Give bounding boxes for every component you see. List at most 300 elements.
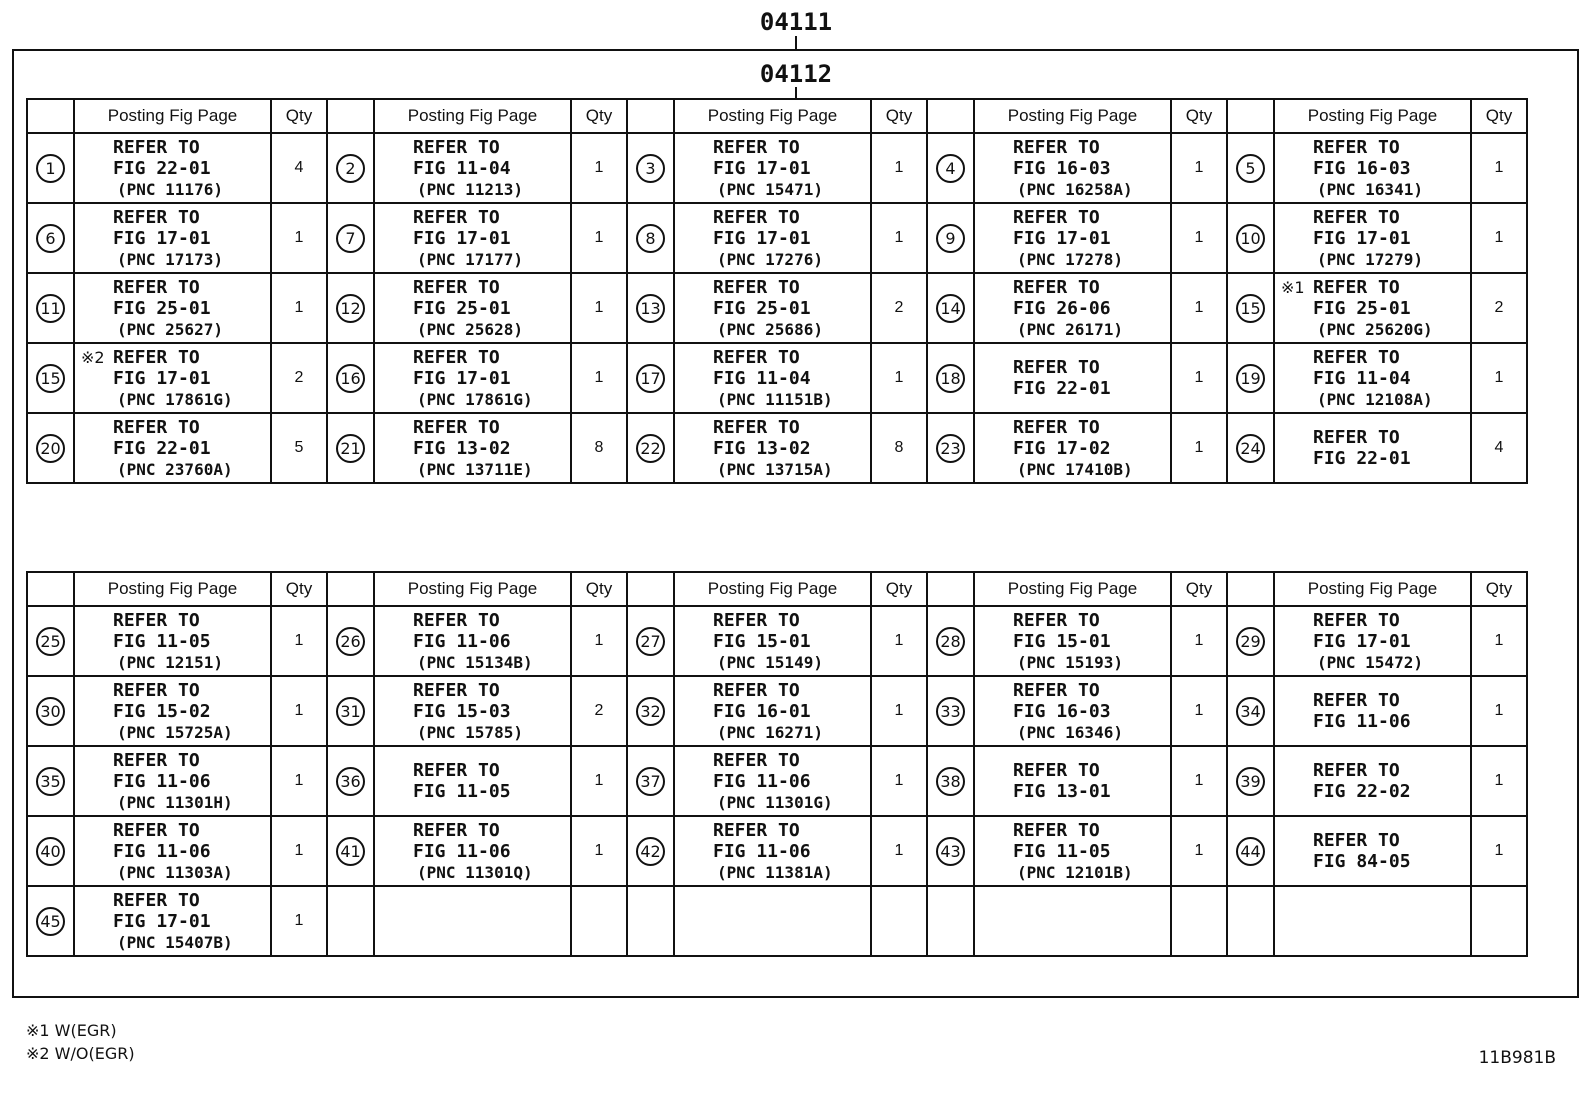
posting-cell (674, 606, 871, 676)
fig-reference[interactable] (75, 820, 270, 883)
qty-value: 1 (294, 702, 304, 719)
posting-cell (674, 746, 871, 816)
callout-cell (927, 203, 974, 273)
posting-cell (74, 413, 271, 483)
fig-reference[interactable] (75, 680, 270, 743)
posting-cell (1274, 746, 1471, 816)
callout-number: 43 (936, 837, 965, 866)
fig-number: FIG 25-01 (1313, 297, 1411, 319)
refer-label: REFER TO (113, 416, 200, 438)
fig-reference[interactable] (375, 680, 570, 743)
fig-reference[interactable] (375, 820, 570, 883)
fig-number: FIG 17-02 (1013, 437, 1111, 459)
callout-number: 35 (36, 767, 65, 796)
posting-cell (674, 343, 871, 413)
callout-number: 6 (36, 224, 65, 253)
index-header (27, 572, 74, 606)
fig-number: FIG 17-01 (113, 367, 211, 389)
qty-value: 2 (1494, 299, 1504, 316)
qty-value: 1 (294, 632, 304, 649)
callout-number: 15 (36, 364, 65, 393)
callout-cell (927, 273, 974, 343)
qty-cell (871, 203, 927, 273)
fig-reference[interactable] (975, 610, 1170, 673)
posting-header: Posting Fig Page (974, 99, 1171, 133)
fig-reference[interactable] (75, 347, 270, 410)
fig-reference[interactable] (375, 760, 570, 802)
refer-label: REFER TO (1013, 416, 1100, 438)
posting-cell (674, 413, 871, 483)
refer-label: REFER TO (113, 749, 200, 771)
fig-reference[interactable] (75, 207, 270, 270)
callout-cell (627, 606, 674, 676)
fig-number: FIG 22-01 (1013, 378, 1111, 399)
pnc-number: (PNC 11176) (117, 179, 223, 199)
callout-cell (327, 133, 374, 203)
callout-number: 22 (636, 434, 665, 463)
refer-label: REFER TO (1013, 609, 1100, 631)
index-header (1227, 99, 1274, 133)
header-row (27, 99, 1527, 133)
subassembly-code: 04112 (759, 60, 833, 88)
callout-cell (327, 816, 374, 886)
callout-number: 31 (336, 697, 365, 726)
callout-number: 25 (36, 627, 65, 656)
posting-cell (974, 273, 1171, 343)
refer-label: REFER TO (1013, 136, 1100, 158)
qty-cell (271, 606, 327, 676)
posting-cell (1274, 273, 1471, 343)
callout-cell (627, 203, 674, 273)
callout-number: 13 (636, 294, 665, 323)
leader-line (795, 36, 797, 50)
callout-number: 27 (636, 627, 665, 656)
callout-number: 21 (336, 434, 365, 463)
refer-label: REFER TO (713, 206, 800, 228)
qty-value: 2 (594, 702, 604, 719)
callout-cell (627, 676, 674, 746)
index-header (327, 572, 374, 606)
fig-reference[interactable] (1275, 137, 1470, 200)
posting-cell (374, 413, 571, 483)
callout-number: 30 (36, 697, 65, 726)
refer-label: REFER TO (713, 749, 800, 771)
posting-cell (374, 886, 571, 956)
qty-cell (271, 273, 327, 343)
fig-reference[interactable] (1275, 610, 1470, 673)
callout-cell (1227, 816, 1274, 886)
pnc-number: (PNC 15472) (1317, 652, 1423, 672)
table-row (27, 746, 1527, 816)
index-header (327, 99, 374, 133)
posting-header: Posting Fig Page (374, 572, 571, 606)
callout-cell (327, 606, 374, 676)
pnc-number: (PNC 15471) (717, 179, 823, 199)
callout-number: 34 (1236, 697, 1265, 726)
fig-reference[interactable] (75, 610, 270, 673)
qty-value: 1 (594, 299, 604, 316)
callout-number: 40 (36, 837, 65, 866)
refer-label: REFER TO (1013, 760, 1100, 781)
refer-label: REFER TO (1013, 679, 1100, 701)
fig-number: FIG 17-01 (113, 910, 211, 932)
fig-reference[interactable] (675, 610, 870, 673)
fig-number: FIG 13-02 (713, 437, 811, 459)
refer-label: REFER TO (413, 136, 500, 158)
callout-cell (327, 746, 374, 816)
fig-reference[interactable] (375, 137, 570, 200)
refer-label: REFER TO (1313, 276, 1400, 298)
pnc-number: (PNC 15407B) (117, 932, 233, 952)
callout-cell (1227, 203, 1274, 273)
fig-reference[interactable] (375, 347, 570, 410)
callout-number: 15 (1236, 294, 1265, 323)
posting-cell (74, 746, 271, 816)
posting-cell (74, 273, 271, 343)
fig-number: FIG 11-06 (713, 840, 811, 862)
qty-cell (571, 343, 627, 413)
index-header (27, 99, 74, 133)
posting-cell (374, 343, 571, 413)
refer-label: REFER TO (713, 416, 800, 438)
fig-reference[interactable] (675, 820, 870, 883)
qty-value: 1 (594, 369, 604, 386)
fig-number: FIG 11-06 (113, 840, 211, 862)
pnc-number: (PNC 11381A) (717, 862, 833, 882)
fig-number: FIG 11-04 (413, 157, 511, 179)
posting-header: Posting Fig Page (1274, 572, 1471, 606)
callout-cell (1227, 886, 1274, 956)
fig-reference[interactable] (975, 137, 1170, 200)
fig-number: FIG 11-04 (713, 367, 811, 389)
fig-reference[interactable] (975, 277, 1170, 340)
table-row (27, 606, 1527, 676)
pnc-number: (PNC 12151) (117, 652, 223, 672)
refer-label: REFER TO (713, 136, 800, 158)
qty-cell (571, 133, 627, 203)
fig-reference[interactable] (975, 680, 1170, 743)
callout-number: 11 (36, 294, 65, 323)
callout-cell (1227, 746, 1274, 816)
qty-value: 1 (894, 842, 904, 859)
qty-value: 1 (1194, 369, 1204, 386)
fig-number: FIG 13-02 (413, 437, 511, 459)
table-row (27, 133, 1527, 203)
refer-label: REFER TO (1313, 609, 1400, 631)
callout-number: 28 (936, 627, 965, 656)
table-row (27, 413, 1527, 483)
callout-number: 19 (1236, 364, 1265, 393)
refer-label: REFER TO (113, 206, 200, 228)
parts-table-bottom (26, 571, 1528, 957)
pnc-number: (PNC 23760A) (117, 459, 233, 479)
fig-reference[interactable] (75, 890, 270, 953)
fig-number: FIG 26-06 (1013, 297, 1111, 319)
fig-number: FIG 17-01 (1313, 227, 1411, 249)
qty-cell (271, 676, 327, 746)
posting-cell (674, 816, 871, 886)
posting-cell (374, 203, 571, 273)
fig-number: FIG 84-05 (1313, 851, 1411, 872)
fig-reference[interactable] (1275, 830, 1470, 872)
index-header (1227, 572, 1274, 606)
refer-label: REFER TO (413, 276, 500, 298)
fig-reference[interactable] (975, 357, 1170, 399)
callout-cell (27, 816, 74, 886)
pnc-number: (PNC 13711E) (417, 459, 533, 479)
footnote-1: ※1 W(EGR) (26, 1021, 117, 1040)
fig-reference[interactable] (975, 417, 1170, 480)
qty-value: 1 (594, 772, 604, 789)
fig-number: FIG 17-01 (713, 227, 811, 249)
posting-cell (674, 676, 871, 746)
callout-number: 29 (1236, 627, 1265, 656)
fig-reference[interactable] (1275, 207, 1470, 270)
pnc-number: (PNC 13715A) (717, 459, 833, 479)
fig-reference[interactable] (675, 417, 870, 480)
posting-cell (74, 133, 271, 203)
callout-number: 18 (936, 364, 965, 393)
qty-header: Qty (271, 572, 327, 606)
qty-value: 4 (294, 159, 304, 176)
callout-cell (927, 676, 974, 746)
callout-cell (927, 816, 974, 886)
callout-cell (627, 343, 674, 413)
qty-cell (871, 343, 927, 413)
qty-cell (271, 886, 327, 956)
refer-label: REFER TO (713, 276, 800, 298)
pnc-number: (PNC 16346) (1017, 722, 1123, 742)
posting-cell (1274, 413, 1471, 483)
fig-reference[interactable] (1275, 760, 1470, 802)
pnc-number: (PNC 15785) (417, 722, 523, 742)
qty-value: 2 (894, 299, 904, 316)
qty-cell (1471, 343, 1527, 413)
qty-cell (571, 746, 627, 816)
pnc-number: (PNC 12108A) (1317, 389, 1433, 409)
qty-cell (571, 606, 627, 676)
callout-number: 2 (336, 154, 365, 183)
fig-reference[interactable] (975, 760, 1170, 802)
fig-reference[interactable] (375, 610, 570, 673)
pnc-number: (PNC 17279) (1317, 249, 1423, 269)
qty-cell (1171, 343, 1227, 413)
qty-header: Qty (871, 99, 927, 133)
callout-number: 5 (1236, 154, 1265, 183)
fig-number: FIG 11-06 (113, 770, 211, 792)
qty-value: 1 (1194, 299, 1204, 316)
fig-reference[interactable] (675, 207, 870, 270)
fig-reference[interactable] (75, 750, 270, 813)
table-row (27, 676, 1527, 746)
fig-reference[interactable] (1275, 347, 1470, 410)
callout-number: 23 (936, 434, 965, 463)
qty-value: 1 (1194, 842, 1204, 859)
fig-number: FIG 22-02 (1313, 781, 1411, 802)
fig-reference[interactable] (1275, 427, 1470, 469)
callout-cell (27, 746, 74, 816)
fig-reference[interactable] (75, 417, 270, 480)
refer-label: REFER TO (713, 819, 800, 841)
fig-number: FIG 11-05 (413, 781, 511, 802)
qty-cell (871, 273, 927, 343)
posting-cell (374, 606, 571, 676)
index-header (927, 572, 974, 606)
qty-cell (1471, 676, 1527, 746)
pnc-number: (PNC 17177) (417, 249, 523, 269)
posting-cell (1274, 816, 1471, 886)
posting-cell (674, 273, 871, 343)
qty-value: 1 (1494, 159, 1504, 176)
fig-reference[interactable] (975, 207, 1170, 270)
posting-cell (974, 133, 1171, 203)
fig-reference[interactable] (375, 417, 570, 480)
posting-cell (674, 133, 871, 203)
fig-number: FIG 22-01 (113, 437, 211, 459)
callout-number: 41 (336, 837, 365, 866)
qty-value: 1 (294, 842, 304, 859)
posting-cell (1274, 203, 1471, 273)
callout-number: 33 (936, 697, 965, 726)
fig-number: FIG 25-01 (113, 297, 211, 319)
pnc-number: (PNC 16271) (717, 722, 823, 742)
callout-number: 36 (336, 767, 365, 796)
refer-label: REFER TO (413, 679, 500, 701)
pnc-number: (PNC 25627) (117, 319, 223, 339)
qty-value: 1 (294, 299, 304, 316)
fig-number: FIG 15-01 (1013, 630, 1111, 652)
refer-label: REFER TO (113, 346, 200, 368)
callout-cell (27, 273, 74, 343)
fig-reference[interactable] (675, 750, 870, 813)
callout-number: 39 (1236, 767, 1265, 796)
fig-reference[interactable] (375, 207, 570, 270)
refer-label: REFER TO (1313, 760, 1400, 781)
fig-number: FIG 15-02 (113, 700, 211, 722)
fig-reference[interactable] (75, 277, 270, 340)
qty-cell (1471, 606, 1527, 676)
qty-cell (1171, 133, 1227, 203)
qty-header: Qty (1471, 99, 1527, 133)
callout-cell (327, 886, 374, 956)
callout-number: 24 (1236, 434, 1265, 463)
posting-header: Posting Fig Page (74, 99, 271, 133)
callout-number: 3 (636, 154, 665, 183)
qty-value: 1 (894, 702, 904, 719)
posting-cell (974, 676, 1171, 746)
callout-cell (627, 133, 674, 203)
fig-number: FIG 11-06 (1313, 711, 1411, 732)
pnc-number: (PNC 12101B) (1017, 862, 1133, 882)
qty-value: 1 (1194, 702, 1204, 719)
posting-cell (1274, 606, 1471, 676)
qty-cell (271, 133, 327, 203)
refer-label: REFER TO (113, 889, 200, 911)
refer-label: REFER TO (113, 276, 200, 298)
qty-cell (1471, 746, 1527, 816)
qty-cell (571, 413, 627, 483)
refer-label: REFER TO (1013, 357, 1100, 378)
qty-cell (1471, 413, 1527, 483)
qty-cell (1471, 816, 1527, 886)
pnc-number: (PNC 11213) (417, 179, 523, 199)
fig-number: FIG 11-05 (113, 630, 211, 652)
posting-cell (1274, 886, 1471, 956)
fig-reference[interactable] (675, 277, 870, 340)
posting-cell (374, 676, 571, 746)
posting-cell (374, 816, 571, 886)
pnc-number: (PNC 17861G) (117, 389, 233, 409)
fig-reference[interactable] (675, 137, 870, 200)
fig-number: FIG 11-06 (713, 770, 811, 792)
callout-number: 44 (1236, 837, 1265, 866)
fig-reference[interactable] (1275, 690, 1470, 732)
posting-header: Posting Fig Page (1274, 99, 1471, 133)
callout-number: 42 (636, 837, 665, 866)
fig-number: FIG 17-01 (1313, 630, 1411, 652)
qty-value: 1 (894, 159, 904, 176)
parts-table-top (26, 98, 1528, 484)
callout-cell (327, 273, 374, 343)
pnc-number: (PNC 15149) (717, 652, 823, 672)
callout-cell (627, 746, 674, 816)
fig-reference[interactable] (675, 347, 870, 410)
posting-cell (74, 676, 271, 746)
callout-cell (327, 343, 374, 413)
fig-reference[interactable] (975, 820, 1170, 883)
qty-value: 8 (594, 439, 604, 456)
qty-cell (271, 413, 327, 483)
qty-value: 1 (1494, 702, 1504, 719)
callout-cell (27, 886, 74, 956)
qty-value: 1 (1494, 632, 1504, 649)
posting-cell (1274, 133, 1471, 203)
fig-reference[interactable] (675, 680, 870, 743)
qty-cell (1171, 273, 1227, 343)
callout-number: 9 (936, 224, 965, 253)
qty-value: 1 (294, 912, 304, 929)
qty-value: 1 (1494, 772, 1504, 789)
qty-value: 1 (894, 772, 904, 789)
fig-number: FIG 16-03 (1013, 700, 1111, 722)
refer-label: REFER TO (413, 819, 500, 841)
qty-cell (271, 746, 327, 816)
refer-label: REFER TO (1313, 206, 1400, 228)
callout-number: 1 (36, 154, 65, 183)
posting-cell (974, 203, 1171, 273)
pnc-number: (PNC 25686) (717, 319, 823, 339)
table-row (27, 816, 1527, 886)
pnc-number: (PNC 25620G) (1317, 319, 1433, 339)
pnc-number: (PNC 11301Q) (417, 862, 533, 882)
refer-label: REFER TO (1013, 819, 1100, 841)
posting-cell (974, 413, 1171, 483)
callout-number: 45 (36, 907, 65, 936)
posting-cell (974, 886, 1171, 956)
refer-label: REFER TO (713, 609, 800, 631)
posting-cell (974, 606, 1171, 676)
posting-cell (74, 886, 271, 956)
callout-number: 10 (1236, 224, 1265, 253)
qty-header: Qty (1471, 572, 1527, 606)
fig-number: FIG 17-01 (113, 227, 211, 249)
fig-number: FIG 22-01 (113, 157, 211, 179)
fig-reference[interactable] (1275, 277, 1470, 340)
qty-value: 1 (1194, 229, 1204, 246)
fig-reference[interactable] (375, 277, 570, 340)
fig-number: FIG 16-03 (1013, 157, 1111, 179)
fig-reference[interactable] (75, 137, 270, 200)
